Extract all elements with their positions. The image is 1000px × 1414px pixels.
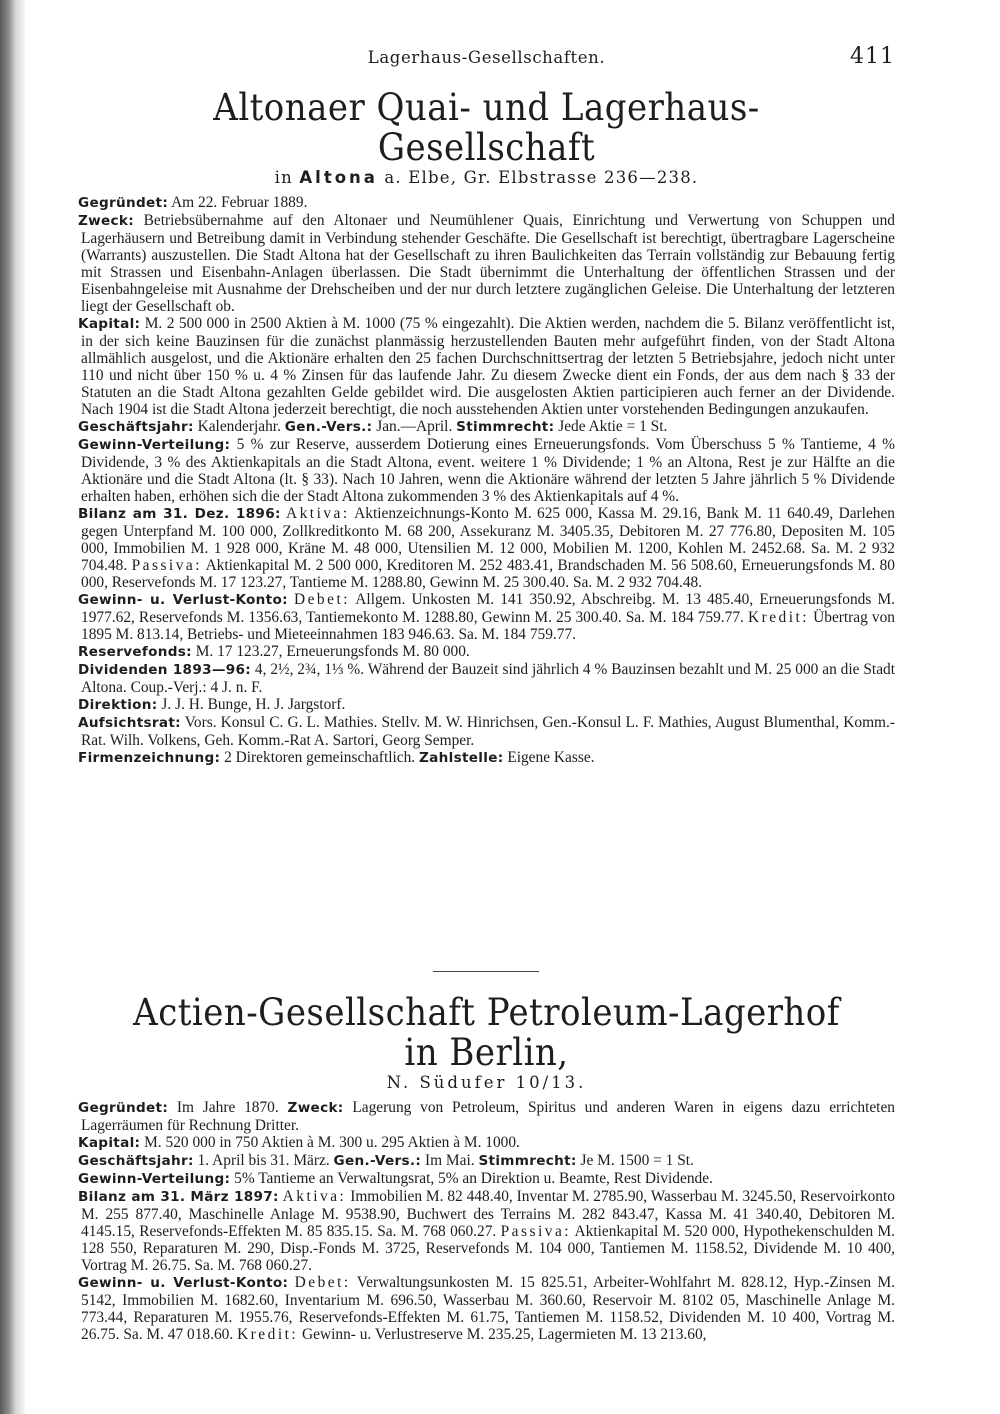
genvers-label: Gen.-Vers.: — [333, 1153, 422, 1169]
bilanz-passiva-label: Passiva: — [500, 1223, 572, 1240]
guv-label: Gewinn- u. Verlust-Konto: — [78, 1275, 289, 1291]
aufsichtsrat-value: Vors. Konsul C. G. L. Mathies. Stellv. M. W. Hinrichsen, Gen.-Konsul L. F. Mathies, August Blumenthal, Komm.-Rat. Wilh. Volkens, Geh. Komm.-Rat A. Sartori, Georg Semper. — [81, 714, 895, 749]
guv-entry — [78, 591, 895, 643]
geschaeftsjahr-entry — [78, 418, 895, 436]
guv-label: Gewinn- u. Verlust-Konto: — [78, 592, 288, 608]
guv-kredit-value: Übertrag von 1895 M. 813.14, Betriebs- und Mieteeinnahmen 183 946.63. Sa. M. 184 759.77. — [81, 609, 895, 643]
company-location — [78, 168, 895, 188]
guv-kredit-label: Kredit: — [237, 1326, 299, 1343]
page-number: 411 — [850, 44, 895, 69]
kapital-label: Kapital: — [78, 1135, 141, 1151]
dividenden-value: 4, 2½, 2¾, 1⅓ %. Während der Bauzeit sind jährlich 4 % Bauzinsen bezahlt und M. 25 000 an die Stadt Altona. Coup.-Verj.: 4 J. n. F. — [81, 661, 895, 696]
stimmrecht-value: Je M. 1500 = 1 St. — [580, 1152, 694, 1169]
genvers-value: Jan.—April. — [376, 418, 453, 435]
dividenden-label: Dividenden 1893—96: — [78, 662, 251, 678]
zweck-value: Betriebsübernahme auf den Altonaer und Neumühlener Quais, Einrichtung und Verwertung von Schuppen und Lagerhäusern und Betreibung damit in Verbindung stehender Geschäfte. Die Gesellschaft ist berechtigt, übertragbare Lagerscheine (Warrants) auszustellen. Die Stadt Altona hat der Gesellschaft zu ihren Baulichkeiten das Terrain vollständig zur Bebauung fertig mit Strassen und Eisenbahn-Anlagen überlassen. Die Stadt übernimmt die Unterhaltung der öffentlichen Strassen und der Eisenbahngeleise mit Ausnahme der Drehscheiben und der nur durch letztere zugänglichen Geleise. Die Unterhaltung der letzteren liegt der Gesellschaft ob. — [81, 212, 895, 315]
gegruendet-entry — [78, 1099, 895, 1134]
zweck-value: Lagerung von Petroleum, Spiritus und anderen Waren in eigens dazu errichteten Lagerräumen für Rechnung Dritter. — [81, 1099, 895, 1134]
gewinnverteilung-label: Gewinn-Verteilung: — [78, 437, 231, 453]
guv-debet-value: Allgem. Unkosten M. 141 350.92, Abschreibg. M. 13 485.40, Erneuerungsfonds M. 1977.62, Reservefonds M. 1356.63, Tantiemekonto M. 1288.80, Gewinn M. 25 300.40. Sa. M. 184 759.77. — [81, 591, 895, 626]
zweck-label: Zweck: — [287, 1100, 344, 1116]
bilanz-aktiva-label: Aktiva: — [282, 1188, 347, 1205]
bilanz-passiva-label: Passiva: — [131, 557, 203, 574]
stimmrecht-label: Stimmrecht: — [478, 1153, 577, 1169]
bilanz-passiva-value: Aktienkapital M. 520 000, Hypothekenschulden M. 128 550, Reparaturen M. 290, Disp.-Fonds M. 3725, Reservefonds M. 104 000, Tantiemen M. 1158.52, Dividende M. 10 400, Vortrag M. 26.75. Sa. M. 768 060.27. — [81, 1223, 895, 1274]
bilanz-entry — [78, 1188, 895, 1274]
gegruendet-label: Gegründet: — [78, 195, 169, 211]
gewinnverteilung-entry — [78, 1170, 895, 1188]
bilanz-aktiva-value: Aktienzeichnungs-Konto M. 625 000, Kassa M. 29.16, Bank M. 11 640.49, Darlehen gegen Unterpfand M. 100 000, Zollkreditkonto M. 68 200, Assekuranz M. 3405.35, Debitoren M. 27 776.80, Depositen M. 105 000, Immobilien M. 1 928 000, Kräne M. 48 000, Utensilien M. 12 000, Mobilien M. 1200, Kohlen M. 2452.68. Sa. M. 2 932 704.48. — [81, 505, 895, 574]
kapital-entry — [78, 315, 895, 418]
bilanz-label: Bilanz am 31. März 1897: — [78, 1189, 279, 1205]
firmenzeichnung-label: Firmenzeichnung: — [78, 750, 221, 766]
stimmrecht-label: Stimmrecht: — [456, 419, 555, 435]
gegruendet-value: Im Jahre 1870. — [176, 1099, 279, 1116]
firmenzeichnung-value: 2 Direktoren gemeinschaftlich. — [224, 749, 416, 766]
guv-entry — [78, 1274, 895, 1343]
guv-debet-value: Verwaltungsunkosten M. 15 825.51, Arbeiter-Wohlfahrt M. 828.12, Hyp.-Zinsen M. 5142, Immobilien M. 1682.60, Inventarium M. 696.50, Wasserbau M. 360.60, Reservoir M. 8102 05, Maschinelle Anlage M. 773.44, Reparaturen M. 1955.76, Reservefonds-Effekten M. 61.75, Tantiemen M. 1158.52, Dividenden M. 10 400, Vortrag M. 26.75. Sa. M. 47 018.60. — [81, 1274, 895, 1343]
scan-binding-edge — [0, 0, 26, 1414]
stimmrecht-value: Jede Aktie = 1 St. — [558, 418, 668, 435]
running-title: Lagerhaus-Gesellschaften. — [367, 48, 606, 67]
bilanz-aktiva-value: Immobilien M. 82 448.40, Inventar M. 2785.90, Wasserbau M. 3245.50, Reservoirkonto M. 255 877.40, Maschinelle Anlage M. 9538.90, Buchwert des Terrains M. 282 843.47, Kassa M. 41 340.40, Debitoren M. 4145.15, Reservefonds-Effekten M. 85 835.15. Sa. M. 768 060.27. — [81, 1188, 895, 1240]
zweck-label: Zweck: — [78, 213, 134, 229]
running-head — [78, 44, 895, 72]
gegruendet-value: Am 22. Februar 1889. — [171, 194, 308, 211]
company-entry-altonaer — [78, 88, 895, 767]
kapital-entry — [78, 1134, 895, 1152]
aufsichtsrat-entry — [78, 714, 895, 749]
gewinnverteilung-entry — [78, 436, 895, 505]
gegruendet-entry — [78, 194, 895, 212]
geschaeftsjahr-entry — [78, 1152, 895, 1170]
direktion-entry — [78, 696, 895, 714]
bilanz-aktiva-label: Aktiva: — [286, 505, 350, 522]
geschaeftsjahr-label: Geschäftsjahr: — [78, 419, 194, 435]
geschaeftsjahr-value: Kalenderjahr. — [197, 418, 281, 435]
company-details — [78, 194, 895, 767]
guv-kredit-label: Kredit: — [747, 609, 810, 626]
direktion-label: Direktion: — [78, 697, 158, 713]
reservefonds-label: Reservefonds: — [78, 644, 192, 660]
location-address: a. Elbe, Gr. Elbstrasse 236—238. — [384, 168, 699, 187]
firmenzeichnung-entry — [78, 749, 895, 767]
reservefonds-value: M. 17 123.27, Erneuerungsfonds M. 80 000. — [195, 643, 470, 660]
zahlstelle-label: Zahlstelle: — [419, 750, 504, 766]
guv-debet-label: Debet: — [294, 1274, 351, 1291]
reservefonds-entry — [78, 643, 895, 661]
bilanz-passiva-value: Aktienkapital M. 2 500 000, Kreditoren M. 252 483.41, Brandschaden M. 56 508.60, Erneuerungsfonds M. 80 000, Reservefonds M. 17 123.27, Tantieme M. 1288.80, Gewinn M. 25 300.40. Sa. M. 2 932 704.48. — [81, 557, 895, 591]
dividenden-entry — [78, 661, 895, 696]
location-city: Altona — [299, 168, 378, 187]
direktion-value: J. J. H. Bunge, H. J. Jargstorf. — [161, 696, 346, 713]
bilanz-entry — [78, 505, 895, 591]
company-details — [78, 1099, 895, 1343]
company-location: N. Südufer 10/13. — [386, 1073, 587, 1092]
kapital-value: M. 520 000 in 750 Aktien à M. 300 u. 295 Aktien à M. 1000. — [144, 1134, 520, 1151]
kapital-label: Kapital: — [78, 316, 141, 332]
gewinnverteilung-label: Gewinn-Verteilung: — [78, 1171, 231, 1187]
aufsichtsrat-label: Aufsichtsrat: — [78, 715, 181, 731]
gegruendet-label: Gegründet: — [78, 1100, 169, 1116]
zweck-entry — [78, 212, 895, 315]
guv-debet-label: Debet: — [293, 591, 350, 608]
zahlstelle-value: Eigene Kasse. — [507, 749, 595, 766]
geschaeftsjahr-value: 1. April bis 31. März. — [197, 1152, 330, 1169]
bilanz-label: Bilanz am 31. Dez. 1896: — [78, 506, 281, 522]
company-title: Altonaer Quai- und Lagerhaus-Gesellschaft — [213, 86, 760, 169]
genvers-value: Im Mai. — [424, 1152, 475, 1169]
genvers-label: Gen.-Vers.: — [284, 419, 373, 435]
section-divider — [433, 971, 539, 972]
company-title: Actien-Gesellschaft Petroleum-Lagerhof in Berlin, — [133, 991, 840, 1074]
location-prefix: in — [274, 168, 293, 187]
guv-kredit-value: Gewinn- u. Verlustreserve M. 235.25, Lagermieten M. 13 213.60, — [302, 1326, 707, 1343]
gewinnverteilung-value: 5% Tantieme an Verwaltungsrat, 5% an Direktion u. Beamte, Rest Dividende. — [234, 1170, 713, 1187]
kapital-value: M. 2 500 000 in 2500 Aktien à M. 1000 (75 % eingezahlt). Die Aktien werden, nachdem die 5. Bilanz veröffentlicht ist, in der sich keine Bauzinsen für die zunächst planmässig herzustellenden Bauten mehr aufgeführt finden, von der Stadt Altona allmählich ausgelost, und die Aktionäre erhalten den 25 fachen Durchschnittsertrag der letzten 5 Betriebsjahre, jedoch nicht unter 110 und nicht über 150 % u. 4 % Zinsen für das laufende Jahr. Zu diesem Zwecke dient ein Fonds, der aus dem nach § 33 der Statuten an die Stadt Altona gezahlten Gelde gebildet wird. Die ausgelosten Aktien participieren auch ferner an der Dividende. Nach 1904 ist die Stadt Altona jederzeit berechtigt, die noch ausstehenden Aktien unter vorstehenden Bedingungen anzukaufen. — [81, 315, 895, 418]
company-entry-petroleum — [78, 993, 895, 1343]
geschaeftsjahr-label: Geschäftsjahr: — [78, 1153, 194, 1169]
gewinnverteilung-value: 5 % zur Reserve, ausserdem Dotierung eines Erneuerungsfonds. Vom Überschuss 5 % Tantieme, 4 % Dividende, 3 % des Aktienkapitals an die Stadt Altona, event. weitere 1 % Dividende; 1 % an Altona, Rest je zur Hälfte an die Aktionäre und die Stadt Altona (lt. § 33). Nach 10 Jahren, wenn die Aktionäre während der letzten 5 Jahre jährlich 5 % Dividende erhalten haben, erhöhen sich die der Stadt Altona zukommenden 3 % des Aktienkapitals auf 4 %. — [81, 436, 895, 505]
